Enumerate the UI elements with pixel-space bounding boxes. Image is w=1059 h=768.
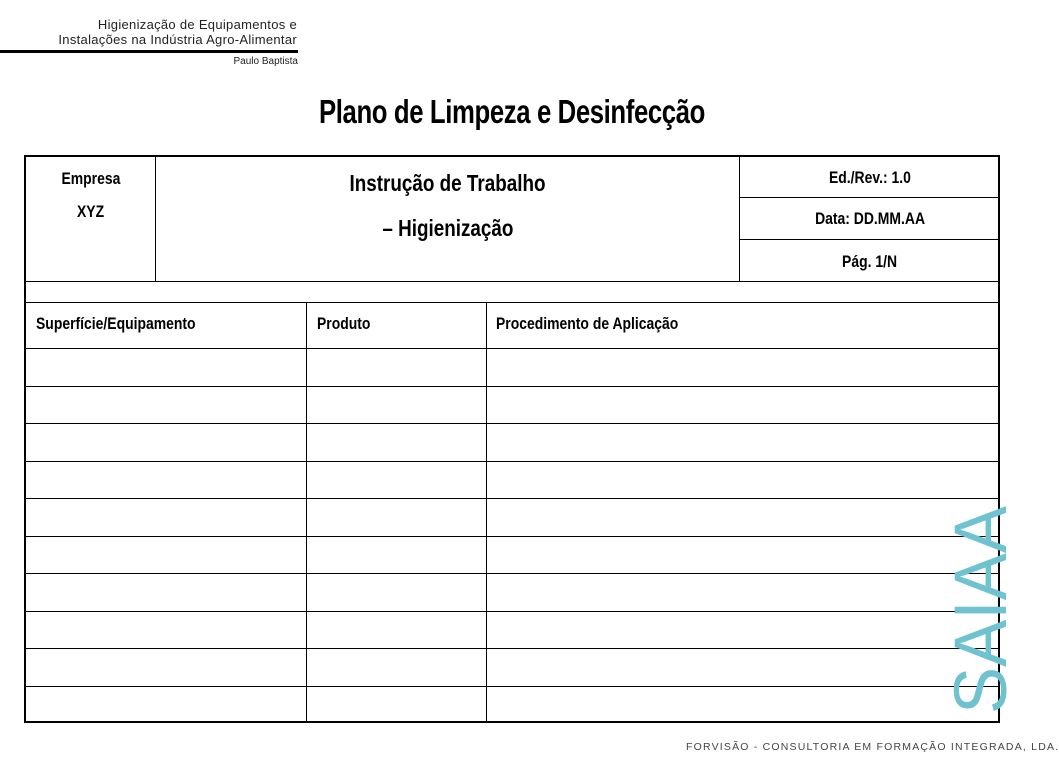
course-title-line-1: Higienização de Equipamentos e — [97, 17, 297, 32]
saiaa-logo — [939, 496, 1022, 720]
course-title-line-2: Instalações na Indústria Agro-Alimentar — [58, 32, 297, 47]
column-header-product: Produto — [317, 314, 371, 333]
column-header-procedure: Procedimento de Aplicação — [496, 314, 679, 333]
edition-revision: Ed./Rev.: 1.0 — [829, 168, 911, 187]
divider-meta-row-2 — [739, 239, 1000, 240]
edition-cell — [740, 168, 1000, 188]
footer-company: FORVISÃO - CONSULTORIA EM FORMAÇÃO INTEGRADA, LDA. — [686, 741, 1059, 753]
instruction-subtitle-cell — [156, 215, 739, 242]
cleaning-plan-form — [24, 155, 1000, 723]
instruction-title-cell — [156, 170, 739, 197]
company-name-cell — [26, 202, 155, 222]
page-number: Pág. 1/N — [842, 252, 898, 271]
table-row — [26, 423, 1000, 424]
table-row — [26, 536, 1000, 537]
table-row — [26, 498, 1000, 499]
company-label-cell — [26, 169, 155, 189]
table-row — [26, 611, 1000, 612]
page-title: Plano de Limpeza e Desinfecção — [319, 93, 705, 130]
page-cell — [740, 252, 1000, 272]
author-name: Paulo Baptista — [233, 56, 298, 67]
saiaa-logo-text: SAIAA — [939, 496, 1022, 714]
date-cell — [740, 209, 1000, 229]
table-row — [26, 461, 1000, 462]
company-name: XYZ — [76, 202, 105, 221]
header-rule — [0, 50, 298, 53]
table-row — [26, 648, 1000, 649]
table-row — [26, 573, 1000, 574]
column-header-surface: Superfície/Equipamento — [36, 314, 196, 333]
divider-header-bottom — [26, 281, 1000, 282]
divider-meta-row-1 — [739, 197, 1000, 198]
table-row — [26, 348, 1000, 349]
instruction-title-line-1: Instrução de Trabalho — [349, 170, 546, 196]
table-row — [26, 686, 1000, 687]
divider-spacer-bottom — [26, 302, 1000, 303]
instruction-title-line-2: – Higienização — [381, 215, 514, 241]
table-row — [26, 386, 1000, 387]
column-divider-2 — [486, 302, 487, 723]
document-date: Data: DD.MM.AA — [815, 209, 925, 228]
column-divider-1 — [306, 302, 307, 723]
company-label: Empresa — [61, 169, 120, 188]
